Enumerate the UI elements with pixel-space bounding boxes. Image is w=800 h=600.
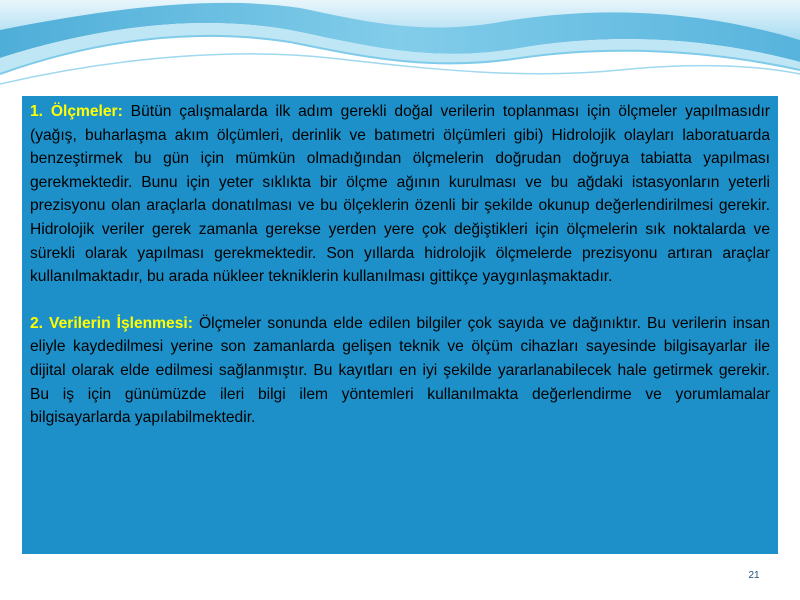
page-number: 21 xyxy=(748,570,760,581)
section-heading: 2. Verilerin İşlenmesi: xyxy=(30,314,193,332)
section-verilerin-islenmesi xyxy=(30,312,770,430)
section-body: Bütün çalışmalarda ilk adım gerekli doğal verilerin toplanması için ölçmeler yapılmasıdır (yağış, buharlaşma akım ölçümleri, derinlik ve batımetri ölçümleri gibi) Hidrolojik olayları laboratuarda benzeştirmek bu gün için mümkün olmadığından ölçmelerin doğrudan doğruya tabiatta yapılması gerekmektedir. Bunu için yeter sıklıkta bir ölçme ağının kurulması ve bu ağdaki istasyonların yeterli prezisyonu olan araçlarla donatılması ve bu ölçeklerin özenli bir şekilde okunup değerlendirilmesi gerekir. Hidrolojik veriler gerek zamanla gerekse yerden yere çok değiştikleri için ölçmelerin sık noktalarda ve sürekli olarak yapılması gerekmektedir. Son yıllarda hidrolojik ölçmelerde prezisyonu artıran araçlar kullanılmaktadır, bu arada nükleer tekniklerin kullanılması gittikçe yaygınlaşmaktadır. xyxy=(30,103,770,286)
section-heading: 1. Ölçmeler: xyxy=(30,103,123,120)
section-body: Ölçmeler sonunda elde edilen bilgiler çok sayıda ve dağınıktır. Bu verilerin insan eliyle kaydedilmesi yerine son zamanlarda gelişen teknik ve ölçüm cihazları sayesinde bilgisayarlar ile dijital olarak elde edilmesi sağlanmıştır. Bu kayıtları en iyi şekilde yararlanabilecek hale getirmek gerekir. Bu iş için günümüzde ileri bilgi ilem yöntemleri kullanılmakta değerlendirme ve yorumlamalar bilgisayarlarda yapılabilmektedir. xyxy=(30,314,770,427)
section-olcmeler xyxy=(30,100,770,289)
wave-header-decoration xyxy=(0,0,800,95)
content-box xyxy=(22,96,778,554)
